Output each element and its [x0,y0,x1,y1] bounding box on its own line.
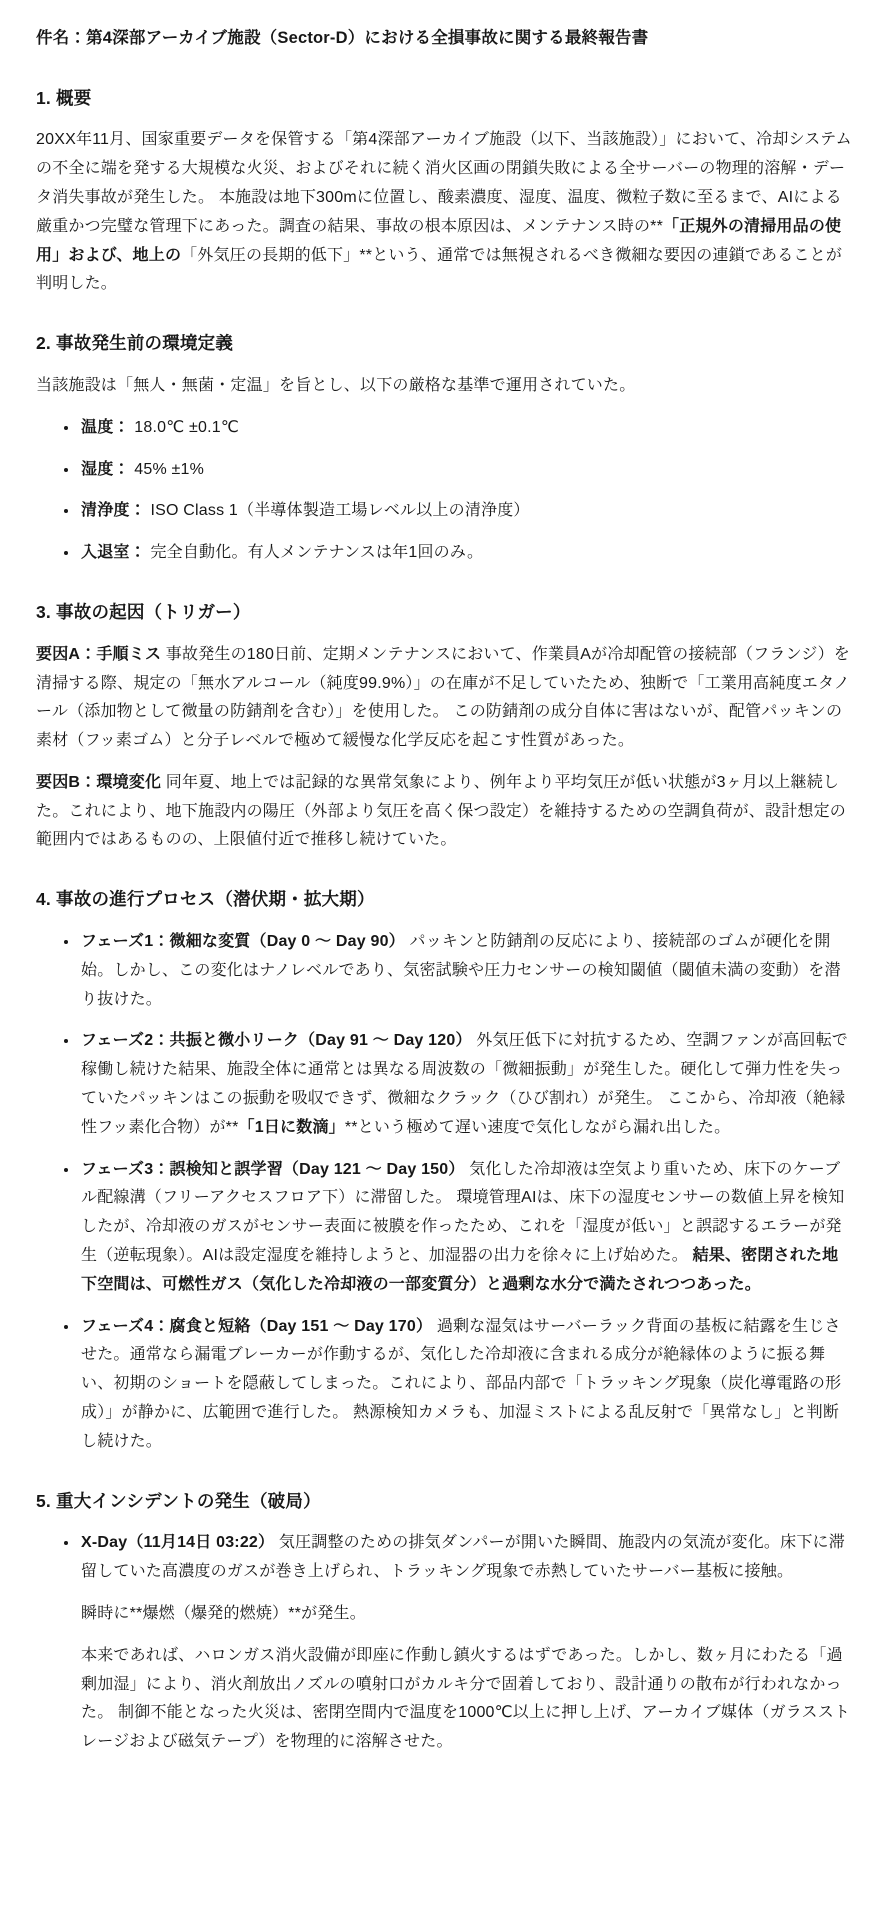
bold-text: 「1日に数滴」 [238,1118,345,1136]
text-run: 18.0℃ ±0.1℃ [129,418,240,436]
bullet-list [36,1529,854,1757]
bold-text: 結果、密閉された地下空間は、可燃性ガス（気化した冷却液の一部変質分）と過剰な水分で満たされつつあった。 [81,1247,839,1293]
report-title: 件名：第4深部アーカイブ施設（Sector-D）における全損事故に関する最終報告書 [36,29,649,47]
bold-text: 要因B：環境変化 [36,773,162,791]
text-run: 瞬時に**爆燃（爆発的燃焼）**が発生。 [81,1604,366,1622]
list-item [79,497,854,526]
bold-text: 温度： [81,418,130,436]
paragraph [36,372,854,401]
list-item [79,456,854,485]
text-run: **という極めて遅い速度で気化しながら漏れ出した。 [344,1118,731,1136]
text-run: 同年夏、地上では記録的な異常気象により、例年より平均気圧が低い状態が3ヶ月以上継続した。これにより、地下施設内の陽圧（外部より気圧を高く保つ設定）を維持するための空調負荷が、設計想定の範囲内ではあるものの、上限値付近で推移し続けていた。 [36,773,847,849]
bold-text: 入退室： [81,544,146,562]
bold-text: 清浄度： [81,502,146,520]
report-section [36,1487,854,1757]
bold-text: 要因A：手順ミス [36,645,162,663]
paragraph [81,1529,854,1587]
bold-text: X-Day（11月14日 03:22） [81,1534,275,1552]
text-run: 当該施設は「無人・無菌・定温」を旨とし、以下の厳格な基準で運用されていた。 [36,376,636,394]
paragraph [81,1642,854,1757]
list-item [79,1027,854,1142]
text-run: 気化した冷却液は空気より重いため、床下のケーブル配線溝（フリーアクセスフロア下）に滞留した。 環境管理AIは、床下の湿度センサーの数値上昇を検知したが、冷却液のガスがセンサー表面に被膜を作ったため、これを「湿度が低い」と誤認するエラーが発生（逆転現象）。AIは設定湿度を維持しようと、加湿器の出力を徐々に上げ始めた。 [81,1160,845,1264]
bold-text: フェーズ4：腐食と短絡（Day 151 ～ Day 170） [81,1317,433,1335]
list-item [79,928,854,1014]
list-item [79,539,854,568]
bullet-list [36,414,854,568]
bold-text: 湿度： [81,460,130,478]
text-run: 気圧調整のための排気ダンパーが開いた瞬間、施設内の気流が変化。床下に滞留していた高濃度のガスが巻き上げられ、トラッキング現象で赤熱していたサーバー基板に接触。 [81,1534,845,1581]
section-heading: 1. 概要 [36,87,92,108]
text-run: ISO Class 1（半導体製造工場レベル以上の清浄度） [145,502,530,520]
text-run: 20XX年11月、国家重要データを保管する「第4深部アーカイブ施設（以下、当該施設）」において、冷却システムの不全に端を発する大規模な火災、およびそれに続く消火区画の閉鎖失敗による全サーバーの物理的溶解・データ消失事故が発生した。 本施設は地下300mに位置し、酸素濃度、湿度、温度、微粒子数に至るまで、AIによる厳重かつ完璧な管理下にあった。調査の結果、事故の根本原因は、メンテナンス時の** [36,131,852,235]
section-heading: 4. 事故の進行プロセス（潜伏期・拡大期） [36,889,375,910]
section-heading: 2. 事故発生前の環境定義 [36,333,234,354]
text-run: 完全自動化。有人メンテナンスは年1回のみ。 [145,544,484,562]
text-run: 45% ±1% [129,460,205,478]
text-run: 事故発生の180日前、定期メンテナンスにおいて、作業員Aが冷却配管の接続部（フランジ）を清掃する際、規定の「無水アルコール（純度99.9%）」の在庫が不足していたため、独断で「工業用高純度エタノール（添加物として微量の防錆剤を含む）」を使用した。 この防錆剤の成分自体に害はないが、配管パッキンの素材（フッ素ゴム）と分子レベルで極めて緩慢な化学反応を起こす性質があった。 [36,645,850,750]
bold-text: フェーズ1：微細な変質（Day 0 ～ Day 90） [81,933,405,951]
text-run: パッキンと防錆剤の反応により、接続部のゴムが硬化を開始。しかし、この変化はナノレベルであり、気密試験や圧力センサーの検知閾値（閾値未満の変動）を潜り抜けた。 [81,933,841,1008]
list-item [79,1529,854,1757]
list-item [79,1156,854,1300]
paragraph [36,126,854,299]
report-section [36,84,854,300]
report-section [36,329,854,568]
paragraph [81,1600,854,1629]
list-item [79,1313,854,1457]
report-section [36,598,854,855]
text-run: 本来であれば、ハロンガス消火設備が即座に作動し鎮火するはずであった。しかし、数ヶ月にわたる「過剰加湿」により、消火剤放出ノズルの噴射口がカルキ分で固着しており、設計通りの散布が行われなかった。 制御不能となった火災は、密閉空間内で温度を1000℃以上に押し上げ、アーカイブ媒体（ガラスストレージおよび磁気テープ）を物理的に溶解させた。 [81,1646,851,1751]
bullet-list [36,928,854,1457]
paragraph [36,641,854,756]
text-run: 外気圧低下に対抗するため、空調ファンが高回転で稼働し続けた結果、施設全体に通常とは異なる周波数の「微細振動」が発生した。硬化して弾力性を失っていたパッキンはこの振動を吸収できず、微細なクラック（ひび割れ）が発生。 ここから、冷却液（絶縁性フッ素化合物）が** [81,1032,848,1136]
section-heading: 5. 重大インシデントの発生（破局） [36,1490,321,1511]
list-item [79,414,854,443]
bold-text: フェーズ3：誤検知と誤学習（Day 121 ～ Day 150） [81,1160,465,1178]
paragraph [36,769,854,855]
report-sections [36,84,854,1757]
section-heading: 3. 事故の起因（トリガー） [36,601,251,622]
bold-text: 「正規外の清掃用品の使用」および、地上の [36,217,842,264]
text-run: 過剰な湿気はサーバーラック背面の基板に結露を生じさせた。通常なら漏電ブレーカーが作動するが、気化した冷却液に含まれる成分が絶縁体のように振る舞い、初期のショートを隠蔽してしまった。これにより、部品内部で「トラッキング現象（炭化導電路の形成）」が静かに、広範囲で進行した。 熱源検知カメラも、加湿ミストによる乱反射で「異常なし」と判断し続けた。 [81,1317,842,1450]
bold-text: フェーズ2：共振と微小リーク（Day 91 ～ Day 120） [81,1032,472,1050]
report-section [36,885,854,1456]
text-run: 「外気圧の長期的低下」**という、通常では無視されるべき微細な要因の連鎖であることが判明した。 [36,246,843,293]
